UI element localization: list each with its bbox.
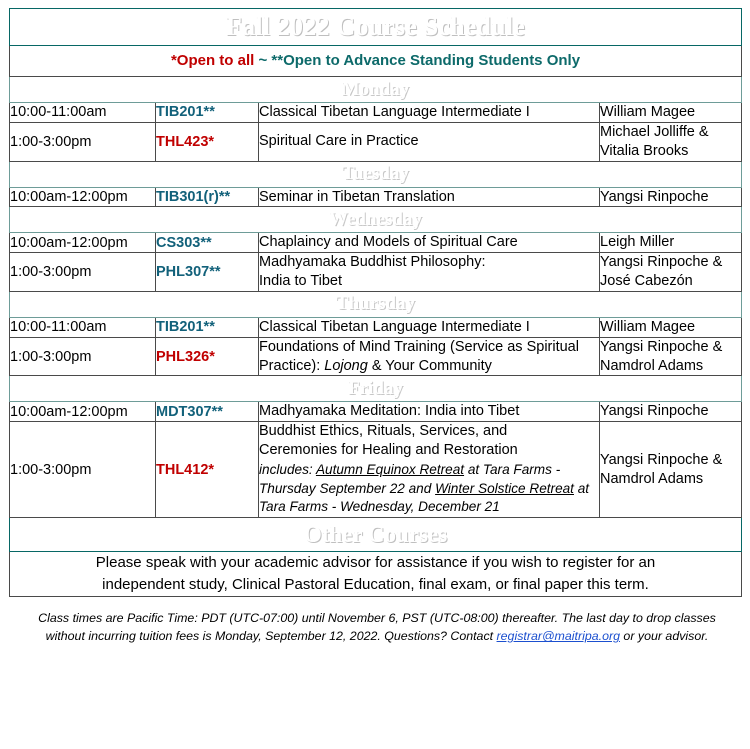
legend-advance-standing: ~ **Open to Advance Standing Students Only [254, 52, 581, 69]
course-instructor: Michael Jolliffe & Vitalia Brooks [600, 122, 742, 161]
note-retreat-autumn: Autumn Equinox Retreat [315, 461, 465, 477]
table-row [10, 122, 742, 161]
course-title-part-2: & Your Community [367, 357, 492, 374]
day-header-cell [10, 207, 742, 233]
table-row [10, 317, 742, 337]
note-label: includes: [259, 461, 316, 477]
other-courses-banner [10, 518, 742, 552]
footnote-line-2-suffix: or your advisor. [619, 629, 709, 644]
course-code: TIB201** [156, 103, 259, 123]
course-title: Classical Tibetan Language Intermediate I [259, 103, 600, 123]
day-label-wednesday: Wednesday [329, 208, 422, 230]
course-code: THL423* [156, 122, 259, 161]
note-middle-1: at Tara Farms - Thursday September 22 and [259, 461, 561, 496]
course-code: TIB301(r)** [156, 187, 259, 207]
course-title-part-1: Foundations of Mind Training (Service as Spiritual Practice): [259, 338, 579, 374]
legend-banner [10, 46, 742, 77]
title-row [10, 9, 742, 46]
course-title-emphasis: Lojong [324, 357, 368, 374]
course-title: Spiritual Care in Practice [259, 122, 600, 161]
course-time: 1:00-3:00pm [10, 337, 156, 376]
course-schedule-page [0, 8, 750, 749]
day-header-cell [10, 161, 742, 187]
course-title [259, 253, 600, 292]
course-title: Chaplaincy and Models of Spiritual Care [259, 233, 600, 253]
day-label-tuesday: Tuesday [342, 163, 409, 185]
course-title-note [259, 461, 599, 517]
course-time: 10:00am-12:00pm [10, 402, 156, 422]
other-courses-body [10, 552, 742, 597]
day-header-cell [10, 291, 742, 317]
other-courses-header-row [10, 518, 742, 552]
footnote [6, 609, 748, 646]
course-instructor: Yangsi Rinpoche [600, 402, 742, 422]
course-code: CS303** [156, 233, 259, 253]
course-time: 1:00-3:00pm [10, 122, 156, 161]
course-time: 1:00-3:00pm [10, 253, 156, 292]
day-header-cell [10, 376, 742, 402]
course-code: PHL307** [156, 253, 259, 292]
course-code: TIB201** [156, 317, 259, 337]
course-instructor: Yangsi Rinpoche [600, 187, 742, 207]
other-courses-line-1: Please speak with your academic advisor for assistance if you wish to register for an [95, 554, 656, 572]
table-row [10, 402, 742, 422]
day-header-wednesday [10, 207, 742, 233]
title-banner [10, 9, 742, 46]
day-header-monday [10, 77, 742, 103]
note-middle-2: at Tara Farms - Wednesday, December 21 [259, 480, 590, 515]
day-header-tuesday [10, 161, 742, 187]
course-title-line-1: Madhyamaka Buddhist Philosophy: [259, 254, 486, 271]
other-courses-line-2: independent study, Clinical Pastoral Education, final exam, or final paper this term. [102, 575, 649, 593]
legend-open-to-all: *Open to all [170, 52, 255, 69]
course-time: 10:00-11:00am [10, 317, 156, 337]
page-title: Fall 2022 Course Schedule [226, 12, 525, 41]
course-title: Classical Tibetan Language Intermediate I [259, 317, 600, 337]
course-time: 10:00am-12:00pm [10, 187, 156, 207]
table-row [10, 187, 742, 207]
course-instructor: Leigh Miller [600, 233, 742, 253]
course-time: 1:00-3:00pm [10, 422, 156, 518]
schedule-table [9, 8, 742, 597]
course-title [259, 422, 600, 518]
table-row [10, 253, 742, 292]
registrar-email-link[interactable]: registrar@maitripa.org [496, 629, 620, 644]
day-header-friday [10, 376, 742, 402]
course-instructor: Yangsi Rinpoche & Namdrol Adams [600, 337, 742, 376]
course-code: MDT307** [156, 402, 259, 422]
legend-row [10, 46, 742, 77]
course-title-line-2: India to Tibet [259, 273, 343, 290]
footnote-line-1: Class times are Pacific Time: PDT (UTC-07:00) until November 6, PST (UTC-08:00) thereafter. The last day to drop classes [38, 610, 716, 625]
course-instructor: William Magee [600, 317, 742, 337]
course-title: Madhyamaka Meditation: India into Tibet [259, 402, 600, 422]
day-label-thursday: Thursday [335, 293, 416, 315]
course-code: THL412* [156, 422, 259, 518]
course-time: 10:00am-12:00pm [10, 233, 156, 253]
course-instructor: William Magee [600, 103, 742, 123]
course-title: Seminar in Tibetan Translation [259, 187, 600, 207]
course-title-line-2: Ceremonies for Healing and Restoration [259, 442, 518, 459]
course-title-line-1: Buddhist Ethics, Rituals, Services, and [259, 423, 508, 440]
table-row [10, 337, 742, 376]
table-row [10, 422, 742, 518]
course-instructor: Yangsi Rinpoche & José Cabezón [600, 253, 742, 292]
course-instructor: Yangsi Rinpoche & Namdrol Adams [600, 422, 742, 518]
course-code: PHL326* [156, 337, 259, 376]
footnote-line-2-prefix: without incurring tuition fees is Monday, September 12, 2022. Questions? Contact [45, 629, 497, 644]
note-retreat-winter: Winter Solstice Retreat [435, 480, 574, 496]
course-time: 10:00-11:00am [10, 103, 156, 123]
day-label-friday: Friday [348, 377, 403, 399]
day-header-thursday [10, 291, 742, 317]
day-header-cell [10, 77, 742, 103]
table-row [10, 233, 742, 253]
other-courses-heading: Other Courses [303, 521, 448, 547]
day-label-monday: Monday [341, 78, 410, 100]
table-row [10, 103, 742, 123]
other-courses-body-row [10, 552, 742, 597]
course-title [259, 337, 600, 376]
